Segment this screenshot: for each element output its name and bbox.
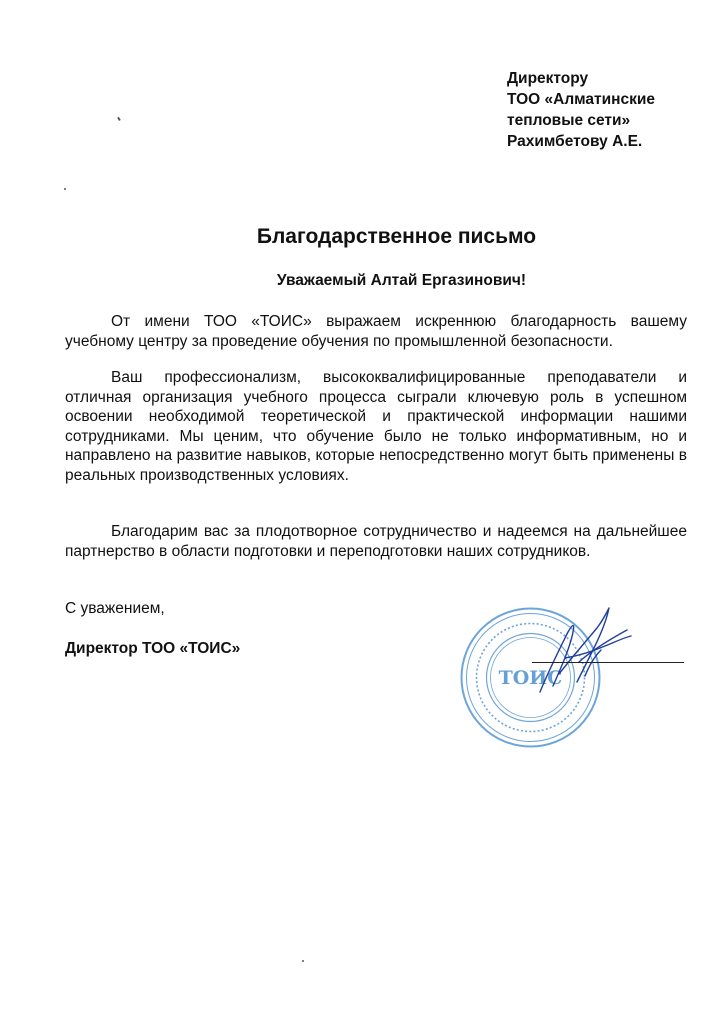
body-paragraph: Ваш профессионализм, высококвалифицированные преподаватели и отличная организация учебного процесса сыграли ключевую роль в успешном освоении необходимой теоретической и практической информации нашими сотрудниками. Мы ценим, что обучение было не только информативным, но и направлено на развитие навыков, которые непосредственно могут быть применены в реальных производственных условиях. — [65, 369, 687, 484]
body-paragraph: От имени ТОО «ТОИС» выражаем искреннюю благодарность вашему учебному центру за проведение обучения по промышленной безопасности. — [65, 313, 687, 350]
addressee-line: ТОО «Алматинские — [507, 91, 656, 108]
letter-title: Благодарственное письмо — [256, 225, 537, 248]
addressee-line: Директору — [507, 70, 589, 87]
salutation: Уважаемый Алтай Ергазинович! — [276, 272, 527, 289]
addressee-block — [507, 68, 655, 152]
addressee-line: тепловые сети» — [507, 112, 631, 129]
signature-line — [532, 662, 684, 663]
scan-speck — [64, 188, 66, 190]
handwritten-signature — [535, 600, 640, 710]
signer-title: Директор ТОО «ТОИС» — [65, 640, 241, 657]
body-paragraph: Благодарим вас за плодотворное сотрудничество и надеемся на дальнейшее партнерство в области подготовки и переподготовки наших сотрудников. — [65, 523, 687, 560]
addressee-line: Рахимбетову А.Е. — [507, 133, 643, 150]
scan-speck — [117, 117, 121, 121]
closing-phrase: С уважением, — [65, 600, 165, 617]
seal-center-text: ТОИС — [498, 667, 563, 689]
scan-speck — [302, 960, 304, 962]
